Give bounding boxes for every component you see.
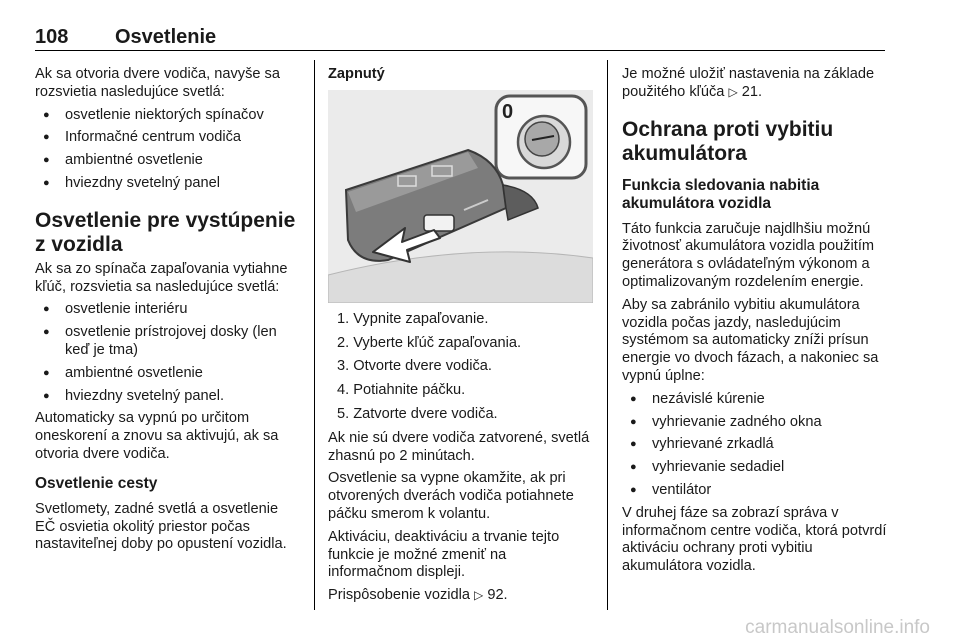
systems-list [622, 391, 887, 500]
lights-list [35, 107, 300, 193]
subsection-heading: Funkcia sledovania nabitia akumulátora vozidla [622, 176, 820, 212]
reference-text: Je možné uložiť nastavenia na základe použitého kľúča [622, 66, 875, 100]
paragraph: V druhej fáze sa zobrazí správa v informačnom centre vodiča, ktorá potvrdí aktiváciu ochrany proti vybitiu akumulátora vozidla. [622, 504, 887, 575]
column-divider-1 [314, 60, 315, 610]
list-item: ● Informačné centrum vodiča [35, 129, 300, 147]
step-item: 2. Vyberte kľúč zapaľovania. [337, 334, 522, 351]
cross-reference[interactable] [622, 66, 887, 102]
list-item: ● ambientné osvetlenie [35, 152, 300, 170]
list-item: ● vyhrievané zrkadlá [622, 436, 887, 454]
header-divider [35, 50, 885, 51]
list-item: ● osvetlenie niektorých spínačov [35, 107, 300, 125]
page-header [35, 20, 885, 52]
watermark: carmanualsonline.info [745, 617, 930, 638]
paragraph: Automaticky sa vypnú po určitom oneskorení a znovu sa aktivujú, ak sa otvoria dvere vodiča. [35, 410, 279, 462]
list-item: ● hviezdny svetelný panel [35, 175, 300, 193]
list-item: ● nezávislé kúrenie [622, 391, 887, 409]
list-item: ● osvetlenie prístrojovej dosky (len keď je tma) [35, 324, 300, 360]
paragraph: Aktiváciu, deaktiváciu a trvanie tejto funkcie je možné zmeniť na informačnom displeji. [328, 528, 560, 581]
section-heading: Ochrana proti vybitiu akumulátora [622, 117, 834, 165]
reference-page: 92. [487, 587, 508, 604]
list-item: ● ambientné osvetlenie [35, 365, 300, 383]
list-item: ● vyhrievanie zadného okna [622, 414, 887, 432]
step-item: 3. Otvorte dvere vodiča. [337, 358, 492, 375]
reference-text: Prispôsobenie vozidla [328, 587, 470, 604]
step-item: 4. Potiahnite páčku. [337, 382, 466, 399]
list-item: ● hviezdny svetelný panel. [35, 388, 300, 406]
cross-reference[interactable] [328, 587, 593, 605]
paragraph: Táto funkcia zaručuje najdlhšiu možnú životnosť akumulátora vozidla použitím generátora s ovládateľným výkonom a optimalizovaným rozdelením energie. [622, 220, 875, 290]
arrow-right-icon: ▷ [728, 84, 738, 99]
paragraph: Svetlomety, zadné svetlá a osvetlenie EČ osvietia okolitý priestor počas nastaviteľnej doby po opustení vozidla. [35, 500, 287, 553]
page-number: 108 [35, 26, 69, 48]
page-title: Osvetlenie [115, 26, 217, 48]
subsection-heading: Osvetlenie cesty [35, 474, 158, 492]
column-1 [35, 66, 300, 559]
list-item: ● ventilátor [622, 482, 887, 500]
section-heading: Osvetlenie pre vystúpenie z vozidla [35, 208, 296, 256]
paragraph: Ak nie sú dvere vodiča zatvorené, svetlá zhasnú po 2 minútach. [328, 429, 590, 464]
paragraph: Ak sa zo spínača zapaľovania vytiahne kľúč, rozsvietia sa nasledujúce svetlá: [35, 260, 288, 295]
step-item: 1. Vypnite zapaľovanie. [337, 310, 489, 327]
steps-list [328, 311, 593, 424]
column-divider-2 [607, 60, 608, 610]
step-item: 5. Zatvorte dvere vodiča. [337, 405, 498, 422]
arrow-right-icon: ▷ [474, 588, 484, 603]
list-item: ● vyhrievanie sedadiel [622, 459, 887, 477]
knob-position-label: 0 [502, 100, 514, 123]
reference-page: 21. [741, 83, 763, 100]
paragraph: Aby sa zabránilo vybitiu akumulátora vozidla počas jazdy, nasledujúcim systémom sa automaticky zníži prísun energie vo dvoch fázach, a nakoniec sa vypnú úplne: [622, 296, 879, 384]
column-3 [622, 66, 887, 581]
exit-lights-list [35, 301, 300, 405]
intro-paragraph: Ak sa otvoria dvere vodiča, navyše sa rozsvietia nasledujúce svetlá: [35, 66, 280, 100]
figure-label: Zapnutý [328, 66, 385, 82]
paragraph: Osvetlenie sa vypne okamžite, ak pri otvorených dverách vodiča potiahnete páčku smerom k volantu. [328, 470, 574, 522]
column-2 [328, 66, 593, 610]
stalk-illustration [328, 90, 593, 303]
light-stalk-drawing [328, 90, 593, 303]
list-item: ● osvetlenie interiéru [35, 301, 300, 319]
